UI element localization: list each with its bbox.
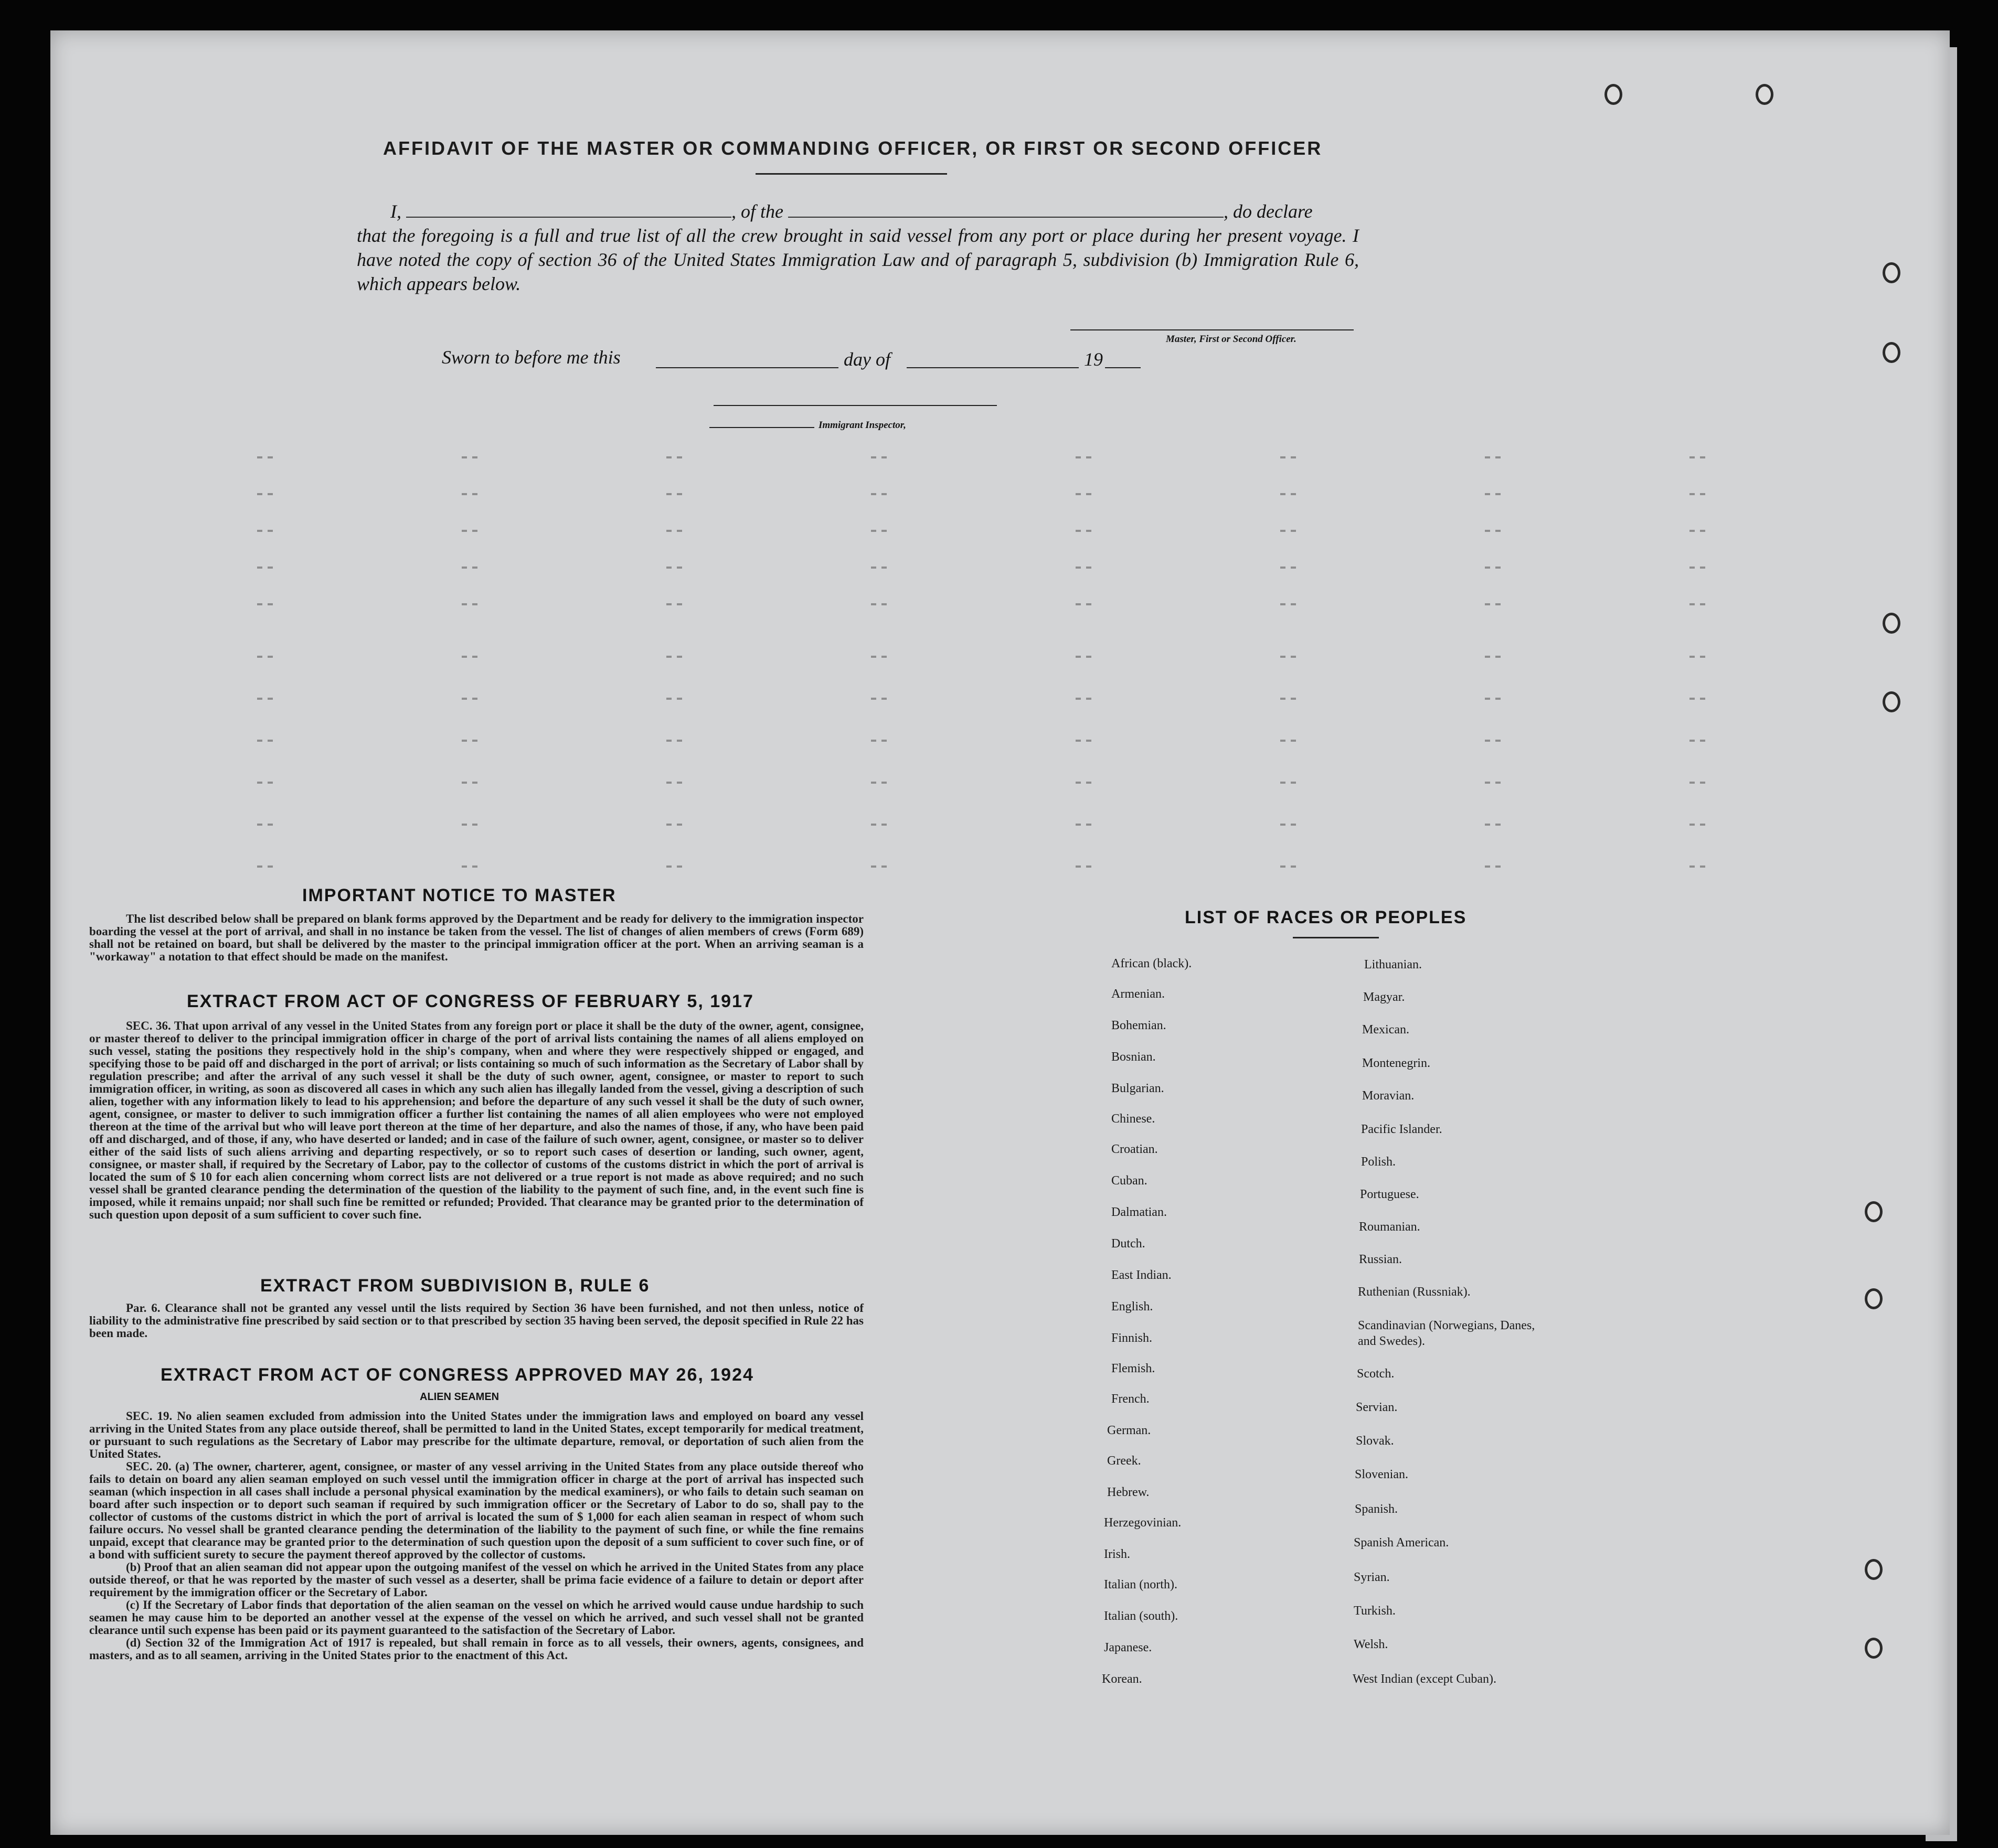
race-item: Spanish.: [1355, 1502, 1398, 1516]
extract-rule6-paragraph: Par. 6. Clearance shall not be granted any vessel until the lists required by Section 36 have been furnished, and not then unless, notice of liability to the administrative fine prescribed by said section or to that prescribed by section 35 having been served, the deposit specified in Rule 22 has been made.: [89, 1301, 864, 1340]
declaration-text: that the foregoing is a full and true list of all the crew brought in said vessel from any port or place during her present voyage. I have noted the copy of section 36 of the United States Immigration Law and of paragraph 5, subdivision (b) Immigration Rule 6, which appears below.: [357, 225, 1359, 294]
punch-hole-icon: [1883, 613, 1900, 634]
sworn-day-label: day of: [844, 349, 890, 370]
race-item: West Indian (except Cuban).: [1353, 1672, 1496, 1686]
extract-1924-paragraph: (b) Proof that an alien seaman did not appear upon the outgoing manifest of the vessel on which he arrived in the United States from any place outside thereof, or that he was reported by the master of such vessel as a deserter, shall be prima facie evidence of a failure to detain or deport after requirement by the immigration officer or the Secretary of Labor.: [89, 1561, 864, 1599]
column-dash-row: [252, 530, 1826, 532]
punch-hole-icon: [1865, 1201, 1883, 1222]
inspector-underline: [709, 427, 814, 428]
race-item: Flemish.: [1111, 1362, 1155, 1375]
race-item: Montenegrin.: [1362, 1056, 1430, 1070]
race-item: African (black).: [1111, 957, 1192, 970]
races-underline: [1293, 937, 1379, 938]
punch-hole-icon: [1883, 262, 1900, 283]
race-item: Welsh.: [1354, 1638, 1388, 1651]
race-item: Greek.: [1107, 1454, 1141, 1468]
punch-hole-icon: [1883, 691, 1900, 712]
column-dash-row: [252, 782, 1826, 784]
race-item: Slovak.: [1356, 1434, 1394, 1448]
race-item: Croatian.: [1111, 1142, 1158, 1156]
column-dash-row: [252, 567, 1826, 569]
race-item: Pacific Islander.: [1361, 1123, 1442, 1136]
race-item: Herzegovinian.: [1104, 1516, 1182, 1530]
race-item: Finnish.: [1111, 1331, 1153, 1345]
affidavit-declaration: [357, 199, 1359, 296]
alien-seamen-subheading: ALIEN SEAMEN: [420, 1391, 500, 1403]
sworn-prefix: Sworn to before me this: [442, 347, 621, 368]
extract-1924-paragraph: SEC. 20. (a) The owner, charterer, agent, consignee, or master of any vessel arriving in the United States from any place outside thereof who fails to detain on board any alien seaman employed on such vessel until the immigration officer in charge at the port of arrival has inspected such seaman (which inspection in all cases shall include a personal physical examination by the medical examiners), or who fails to detain such seaman on board after such inspection or to deport such seaman if required by such immigration officer or the Secretary of Labor to do so, shall pay to the collector of customs of the customs district in which the port of arrival is located the sum of $ 1,000 for each alien seaman in respect of whom such failure occurs. No vessel shall be granted clearance pending the determination of the liability to the payment of such fine, or while the fine remains unpaid, except that clearance may be granted prior to the determination of such question upon the deposit of a sum sufficient to cover such fine, or of a bond with sufficient surety to secure the payment thereof approved by the collector of customs.: [89, 1460, 864, 1561]
punch-hole-icon: [1865, 1288, 1883, 1309]
extract-1924-heading: EXTRACT FROM ACT OF CONGRESS APPROVED MAY 26, 1924: [161, 1365, 754, 1385]
race-item: Cuban.: [1111, 1174, 1147, 1188]
race-item: Hebrew.: [1107, 1486, 1150, 1499]
race-item: Slovenian.: [1355, 1468, 1408, 1481]
race-item: Polish.: [1361, 1155, 1396, 1169]
column-dash-row: [252, 493, 1826, 495]
sworn-day-field[interactable]: [656, 367, 838, 368]
race-item: Scandinavian (Norwegians, Danes, and Swedes).: [1358, 1319, 1535, 1348]
race-item: East Indian.: [1111, 1268, 1172, 1282]
sworn-month-field[interactable]: [907, 367, 1079, 368]
race-item: Roumanian.: [1359, 1220, 1420, 1234]
extract-1917-text: [89, 1020, 864, 1221]
extract-1924-paragraph: SEC. 19. No alien seamen excluded from admission into the United States under the immigration laws and employed on board any vessel arriving in the United States from any place outside thereof, shall be permitted to land in the United States, except temporarily for medical treatment, or pursuant to such regulations as the Secretary of Labor may prescribe for the ultimate departure, removal, or deportation of such alien from the United States.: [89, 1409, 864, 1460]
notice-heading: IMPORTANT NOTICE TO MASTER: [302, 885, 617, 905]
extract-1917-heading: EXTRACT FROM ACT OF CONGRESS OF FEBRUARY 5, 1917: [187, 991, 754, 1011]
column-dash-row: [252, 603, 1826, 605]
column-dash-row: [252, 656, 1826, 658]
extract-rule6-text: [89, 1302, 864, 1340]
race-item: Dutch.: [1111, 1237, 1145, 1251]
inspector-label: Immigrant Inspector,: [819, 420, 906, 431]
column-dash-row: [252, 740, 1826, 742]
punch-hole-icon: [1865, 1638, 1883, 1659]
race-item: Italian (south).: [1104, 1609, 1178, 1623]
race-item: Russian.: [1359, 1253, 1402, 1266]
declarant-name-field[interactable]: [406, 217, 731, 218]
sworn-year-label: 19: [1084, 349, 1103, 370]
of-the-label: , of the: [731, 201, 783, 222]
race-item: Korean.: [1102, 1672, 1142, 1686]
extract-1924-paragraph: (d) Section 32 of the Immigration Act of 1917 is repealed, but shall remain in force as to all vessels, their owners, agents, consignees, and masters, and as to all seamen, arriving in the United States prior to the enactment of this Act.: [89, 1636, 864, 1662]
notice-paragraph: The list described below shall be prepared on blank forms approved by the Department and be ready for delivery to the immigration inspector boarding the vessel at the port of arrival, and shall in no instance be taken from the vessel. The list of changes of alien members of crews (Form 689) shall not be retained on board, but shall be delivered by the master to the principal immigration officer at the port. When an arriving seaman is a "workaway" a notation to that effect should be made on the manifest.: [89, 912, 864, 963]
race-item: Chinese.: [1111, 1112, 1155, 1126]
affidavit-title: AFFIDAVIT OF THE MASTER OR COMMANDING OFFICER, OR FIRST OR SECOND OFFICER: [383, 137, 1323, 159]
race-item: Servian.: [1356, 1401, 1398, 1414]
extract-rule6-heading: EXTRACT FROM SUBDIVISION B, RULE 6: [260, 1276, 650, 1296]
races-heading: LIST OF RACES OR PEOPLES: [1185, 907, 1467, 927]
extract-1917-paragraph: SEC. 36. That upon arrival of any vessel in the United States from any foreign port or place it shall be the duty of the owner, agent, consignee, or master thereof to deliver to the principal immigration officer in charge of the port of arrival lists containing the names of all aliens employed on such vessel, stating the positions they respectively hold in the ship's company, when and where they were respectively shipped or engaged, and specifying those to be paid off and discharged in the port of arrival; or lists containing so much of such information as the Secretary of Labor shall by regulation prescribe; and after the arrival of any such vessel it shall be the duty of such owner, agent, consignee, or master to report to such immigration officer, in writing, as soon as discovered all cases in which any such alien has illegally landed from the vessel, giving a description of such alien, together with any information likely to lead to his apprehension; and before the departure of any such vessel it shall be the duty of such owner, agent, consignee, or master to deliver to such immigration officer a further list containing the names of all alien employees who were not employed thereon at the time of the arrival but who will leave port thereon at the time of her departure, and also the names of those, if any, who have been paid off and discharged, and of those, if any, who have deserted or landed; and in case of the failure of such owner, agent, consignee, or master so to deliver either of the said lists of such aliens arriving and departing respectively, or so to report such cases of desertion or landing, such owner, agent, consignee, or master shall, if required by the Secretary of Labor, pay to the collector of customs of the customs district in which the port of arrival is located the sum of $ 10 for each alien concerning whom correct lists are not delivered or a true report is not made as above required; and no such vessel shall be granted clearance pending the determination of the question of the liability to the payment of such fine, and, in the event such fine is imposed, while it remains unpaid; nor shall such fine be remitted or refunded; Provided. That clearance may be granted prior to the determination of such question upon deposit of a sum sufficient to cover such fine.: [89, 1019, 864, 1221]
inspector-signature-line[interactable]: [714, 405, 997, 406]
sworn-year-field[interactable]: [1105, 367, 1141, 368]
race-item: Japanese.: [1104, 1641, 1152, 1654]
race-item: Lithuanian.: [1364, 958, 1422, 971]
race-item: German.: [1107, 1424, 1151, 1437]
race-item: Dalmatian.: [1111, 1205, 1167, 1219]
race-item: Magyar.: [1363, 990, 1405, 1004]
extract-1924-paragraph: (c) If the Secretary of Labor finds that deportation of the alien seaman on the vessel on which he arrived would cause undue hardship to such seamen he may cause him to be deported an another vessel at the expense of the vessel on which he arrived, and such vessel shall not be granted clearance until such expense has been paid or its payment guaranteed to the satisfaction of the Secretary of Labor.: [89, 1598, 864, 1637]
vessel-name-field[interactable]: [788, 217, 1224, 218]
column-dash-row: [252, 698, 1826, 700]
punch-hole-icon: [1756, 84, 1773, 105]
notice-text: [89, 913, 864, 963]
race-item: Bosnian.: [1111, 1050, 1156, 1064]
race-item: Bohemian.: [1111, 1019, 1166, 1032]
race-item: Spanish American.: [1354, 1536, 1449, 1550]
race-item: Ruthenian (Russniak).: [1358, 1285, 1471, 1299]
race-item: Portuguese.: [1360, 1188, 1419, 1201]
race-item: Irish.: [1104, 1547, 1130, 1561]
race-item: Syrian.: [1354, 1571, 1390, 1584]
race-item: Bulgarian.: [1111, 1082, 1164, 1095]
signature-label: Master, First or Second Officer.: [1166, 334, 1296, 345]
do-declare-label: , do declare: [1223, 201, 1313, 222]
punch-hole-icon: [1865, 1559, 1883, 1580]
column-dash-row: [252, 456, 1826, 458]
race-item: Armenian.: [1111, 987, 1165, 1001]
declarant-prefix: I,: [390, 201, 401, 222]
title-underline: [756, 173, 947, 175]
race-item: Italian (north).: [1104, 1578, 1177, 1591]
punch-hole-icon: [1883, 342, 1900, 363]
column-dash-row: [252, 824, 1826, 826]
extract-1924-text: [89, 1410, 864, 1662]
column-dash-row: [252, 866, 1826, 868]
punch-hole-icon: [1604, 84, 1622, 105]
race-item: Mexican.: [1362, 1023, 1409, 1037]
race-item: Turkish.: [1354, 1604, 1396, 1618]
race-item: Moravian.: [1362, 1089, 1415, 1103]
race-item: English.: [1111, 1300, 1153, 1313]
race-item: Scotch.: [1357, 1367, 1395, 1381]
signature-line[interactable]: [1070, 329, 1354, 330]
race-item: French.: [1111, 1392, 1150, 1406]
